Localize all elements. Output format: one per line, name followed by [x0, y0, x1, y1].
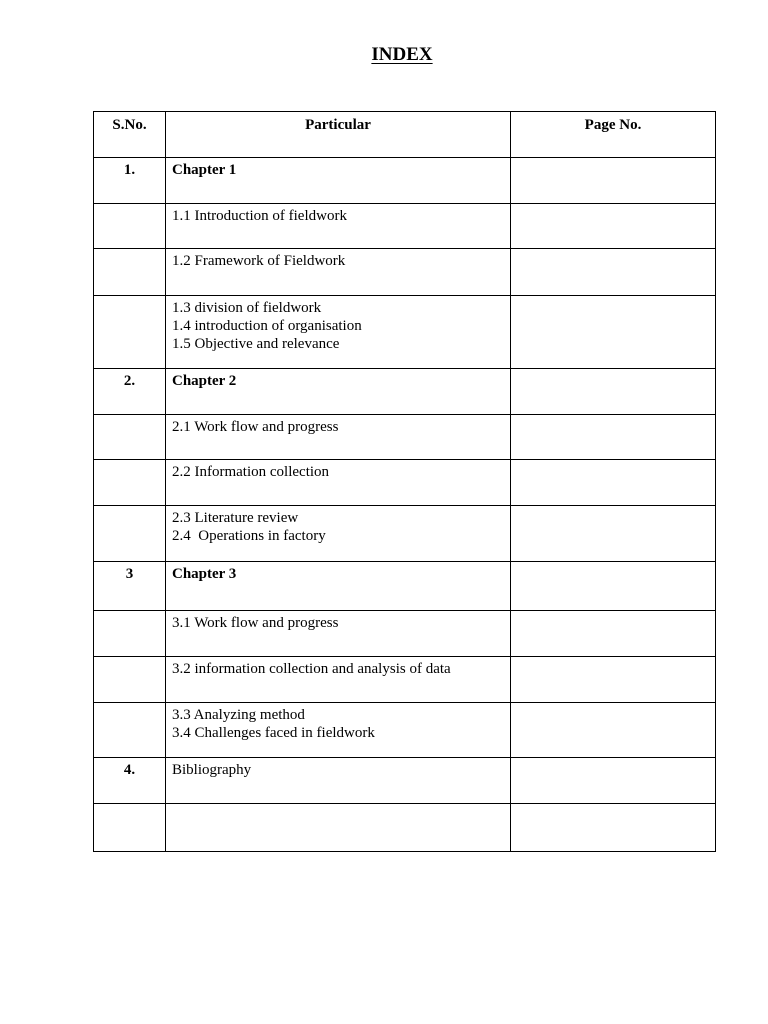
particular-line: 2.3 Literature review [172, 510, 299, 526]
particular-line: Bibliography [172, 762, 252, 778]
table-row [94, 296, 716, 369]
header-row [94, 112, 716, 158]
table-row [94, 369, 716, 415]
page-no-cell [511, 506, 716, 562]
table-row [94, 657, 716, 703]
page-no-cell [511, 296, 716, 369]
page-no-cell [511, 369, 716, 415]
sno-cell: 1. [94, 158, 166, 204]
particular-cell [166, 562, 511, 611]
table-row [94, 415, 716, 460]
table-row [94, 562, 716, 611]
sno-cell [94, 703, 166, 758]
particular-line: Chapter 2 [172, 373, 237, 389]
sno-cell [94, 506, 166, 562]
page-no-cell [511, 460, 716, 506]
sno-cell: 2. [94, 369, 166, 415]
index-table [93, 111, 716, 852]
sno-cell [94, 296, 166, 369]
particular-cell [166, 703, 511, 758]
particular-cell [166, 296, 511, 369]
page-no-cell [511, 249, 716, 296]
particular-line: 3.1 Work flow and progress [172, 615, 339, 631]
table-row [94, 460, 716, 506]
table-row [94, 249, 716, 296]
sno-cell [94, 804, 166, 852]
table-row [94, 506, 716, 562]
particular-line: 3.3 Analyzing method [172, 707, 305, 723]
page-no-cell [511, 415, 716, 460]
sno-cell: 3 [94, 562, 166, 611]
particular-line: 1.2 Framework of Fieldwork [172, 253, 346, 269]
sno-header: S.No. [94, 112, 166, 158]
particular-line: 1.4 introduction of organisation [172, 318, 362, 334]
page-no-cell [511, 804, 716, 852]
page-no-header: Page No. [511, 112, 716, 158]
sno-cell [94, 204, 166, 249]
particular-cell [166, 204, 511, 249]
table-row [94, 758, 716, 804]
particular-line: 2.2 Information collection [172, 464, 330, 480]
sno-cell [94, 415, 166, 460]
particular-header: Particular [166, 112, 511, 158]
particular-line: 3.4 Challenges faced in fieldwork [172, 725, 375, 741]
particular-line: 3.2 information collection and analysis of data [172, 661, 451, 677]
page-no-cell [511, 158, 716, 204]
page-title: INDEX [371, 44, 433, 65]
particular-cell [166, 657, 511, 703]
particular-cell [166, 249, 511, 296]
table-row [94, 611, 716, 657]
particular-cell [166, 804, 511, 852]
table-row [94, 158, 716, 204]
page-no-cell [511, 562, 716, 611]
sno-cell [94, 249, 166, 296]
particular-cell [166, 460, 511, 506]
particular-line: 1.1 Introduction of fieldwork [172, 208, 347, 224]
particular-line: Chapter 1 [172, 162, 237, 178]
page-no-cell [511, 611, 716, 657]
sno-cell: 4. [94, 758, 166, 804]
particular-line: 1.5 Objective and relevance [172, 336, 340, 352]
particular-line: Chapter 3 [172, 566, 237, 582]
particular-cell [166, 611, 511, 657]
page-no-cell [511, 758, 716, 804]
particular-line: 2.1 Work flow and progress [172, 419, 339, 435]
page-no-cell [511, 657, 716, 703]
page-no-cell [511, 204, 716, 249]
particular-line: 1.3 division of fieldwork [172, 300, 322, 316]
sno-cell [94, 611, 166, 657]
table-row [94, 703, 716, 758]
particular-cell [166, 506, 511, 562]
sno-cell [94, 460, 166, 506]
table-row [94, 804, 716, 852]
page-no-cell [511, 703, 716, 758]
sno-cell [94, 657, 166, 703]
particular-cell [166, 158, 511, 204]
table-row [94, 204, 716, 249]
particular-line: 2.4 Operations in factory [172, 528, 326, 544]
particular-cell [166, 415, 511, 460]
particular-cell [166, 758, 511, 804]
particular-cell [166, 369, 511, 415]
